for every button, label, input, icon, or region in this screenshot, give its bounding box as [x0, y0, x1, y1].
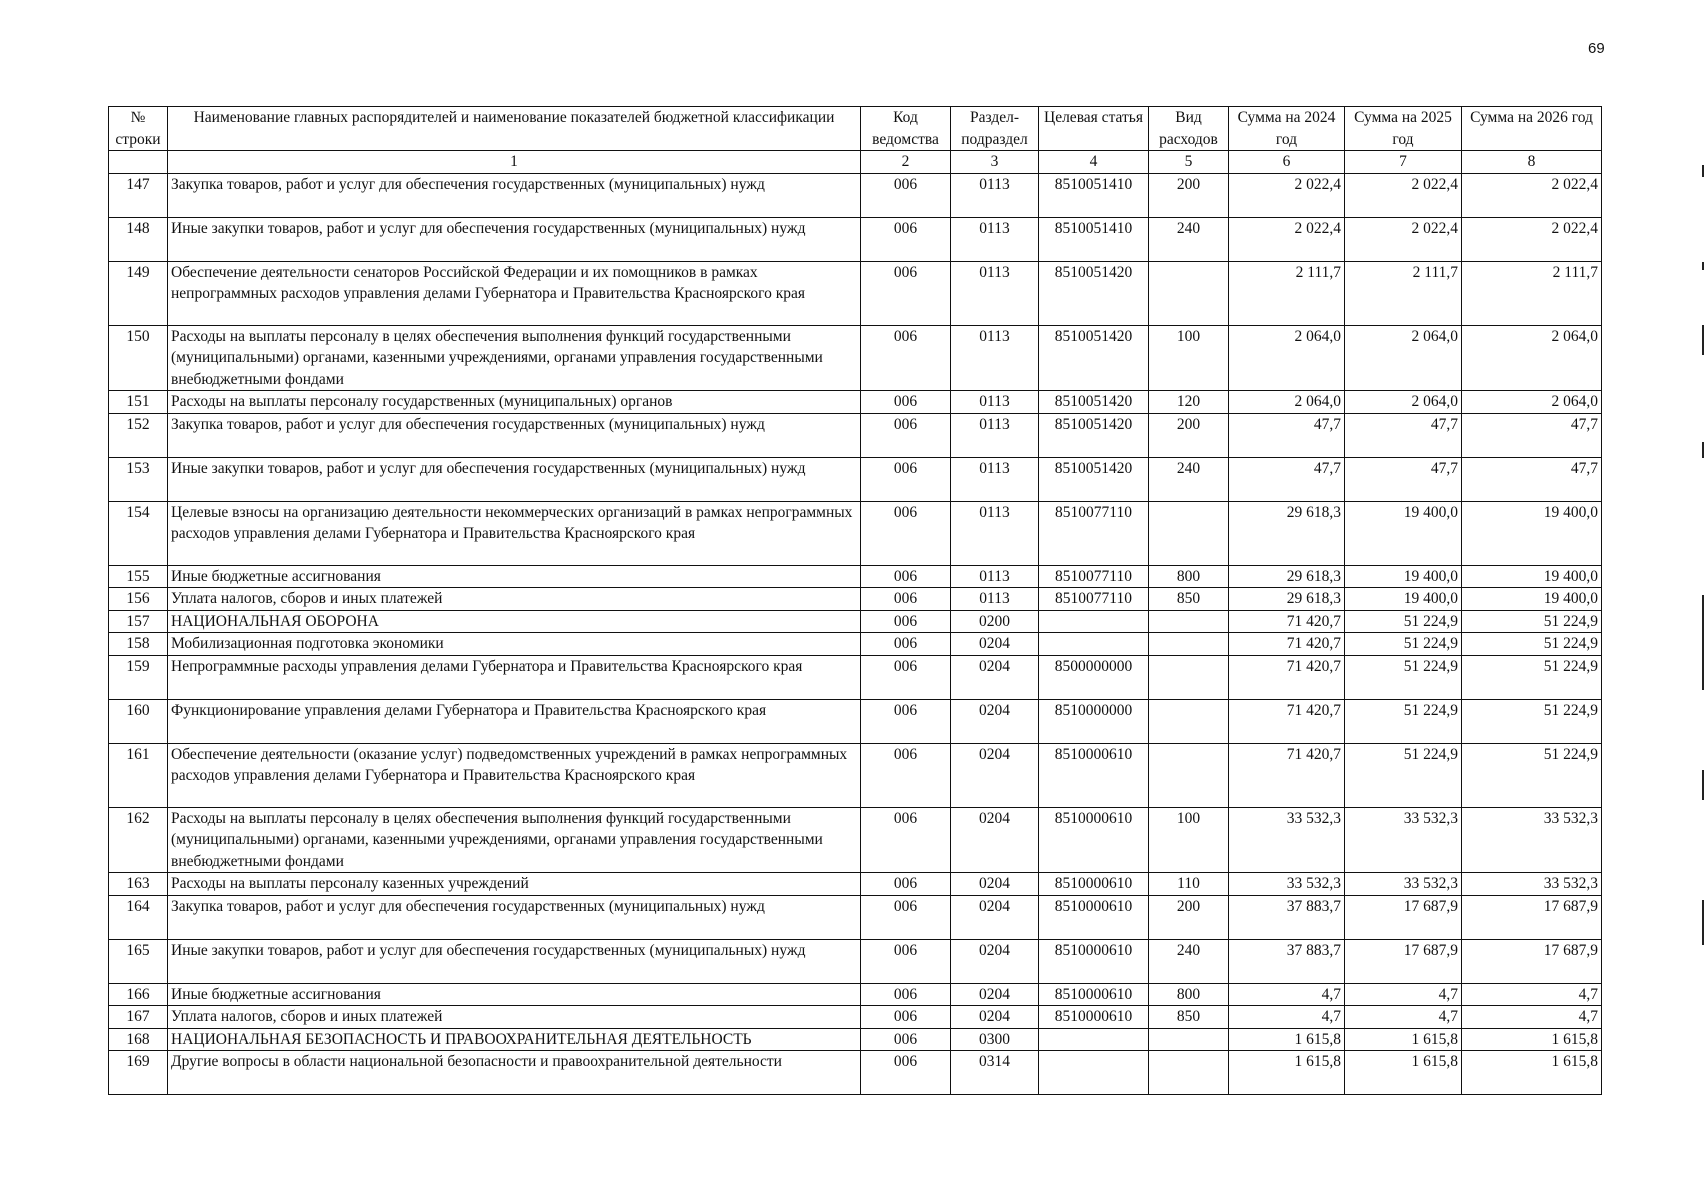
row-dept-code: 006 — [861, 1051, 951, 1095]
table-body — [109, 173, 1602, 1095]
row-section-code: 0204 — [951, 895, 1039, 939]
row-name: Иные закупки товаров, работ и услуг для обеспечения государственных (муниципальных) нужд — [168, 217, 861, 261]
row-target-article: 8510000610 — [1039, 939, 1149, 983]
row-sum-2025: 1 615,8 — [1345, 1051, 1462, 1095]
row-sum-2025: 33 532,3 — [1345, 873, 1462, 896]
table-row — [109, 610, 1602, 633]
row-target-article — [1039, 1028, 1149, 1051]
row-sum-2026: 2 111,7 — [1462, 261, 1602, 325]
row-dept-code: 006 — [861, 633, 951, 656]
row-number: 149 — [109, 261, 168, 325]
row-number: 167 — [109, 1006, 168, 1029]
table-row — [109, 939, 1602, 983]
row-sum-2024: 2 111,7 — [1229, 261, 1345, 325]
row-sum-2025: 51 224,9 — [1345, 633, 1462, 656]
table-row — [109, 1051, 1602, 1095]
row-number: 163 — [109, 873, 168, 896]
row-sum-2025: 4,7 — [1345, 983, 1462, 1006]
row-dept-code: 006 — [861, 699, 951, 743]
row-section-code: 0113 — [951, 217, 1039, 261]
header-name: Наименование главных распорядителей и наименование показателей бюджетной классификации — [168, 107, 861, 151]
row-sum-2026: 51 224,9 — [1462, 610, 1602, 633]
row-sum-2026: 1 615,8 — [1462, 1028, 1602, 1051]
column-index: 3 — [951, 151, 1039, 174]
header-target-article: Целевая статья — [1039, 107, 1149, 151]
row-section-code: 0113 — [951, 413, 1039, 457]
row-sum-2024: 2 064,0 — [1229, 325, 1345, 391]
row-dept-code: 006 — [861, 457, 951, 501]
row-sum-2025: 2 064,0 — [1345, 325, 1462, 391]
header-expense-type: Вид расходов — [1149, 107, 1229, 151]
row-sum-2025: 17 687,9 — [1345, 895, 1462, 939]
table-row — [109, 1006, 1602, 1029]
header-sum-2024: Сумма на 2024 год — [1229, 107, 1345, 151]
row-expense-type: 100 — [1149, 325, 1229, 391]
row-sum-2026: 51 224,9 — [1462, 743, 1602, 807]
row-sum-2025: 19 400,0 — [1345, 588, 1462, 611]
row-section-code: 0204 — [951, 1006, 1039, 1029]
row-name: Закупка товаров, работ и услуг для обеспечения государственных (муниципальных) нужд — [168, 413, 861, 457]
row-sum-2025: 47,7 — [1345, 457, 1462, 501]
row-target-article: 8510000610 — [1039, 1006, 1149, 1029]
row-name: Расходы на выплаты персоналу в целях обеспечения выполнения функций государственными (муниципальными) органами, казенными учреждениями, органами управления государственными внебюджетными фондами — [168, 325, 861, 391]
row-sum-2025: 2 022,4 — [1345, 173, 1462, 217]
row-target-article: 8510000610 — [1039, 743, 1149, 807]
row-number: 156 — [109, 588, 168, 611]
row-sum-2024: 71 420,7 — [1229, 743, 1345, 807]
row-sum-2024: 29 618,3 — [1229, 565, 1345, 588]
table-row — [109, 743, 1602, 807]
row-expense-type: 200 — [1149, 413, 1229, 457]
column-index: 2 — [861, 151, 951, 174]
row-target-article: 8510051420 — [1039, 325, 1149, 391]
column-index: 8 — [1462, 151, 1602, 174]
row-expense-type — [1149, 655, 1229, 699]
row-dept-code: 006 — [861, 413, 951, 457]
row-sum-2026: 2 064,0 — [1462, 325, 1602, 391]
row-target-article: 8510000610 — [1039, 873, 1149, 896]
column-index: 4 — [1039, 151, 1149, 174]
row-number: 152 — [109, 413, 168, 457]
row-section-code: 0204 — [951, 743, 1039, 807]
row-sum-2024: 47,7 — [1229, 457, 1345, 501]
row-name: Иные закупки товаров, работ и услуг для обеспечения государственных (муниципальных) нужд — [168, 939, 861, 983]
row-sum-2024: 1 615,8 — [1229, 1051, 1345, 1095]
column-index: 7 — [1345, 151, 1462, 174]
row-sum-2026: 17 687,9 — [1462, 939, 1602, 983]
row-dept-code: 006 — [861, 939, 951, 983]
table-row — [109, 565, 1602, 588]
row-section-code: 0204 — [951, 699, 1039, 743]
row-sum-2025: 51 224,9 — [1345, 699, 1462, 743]
row-section-code: 0113 — [951, 588, 1039, 611]
row-sum-2024: 1 615,8 — [1229, 1028, 1345, 1051]
row-expense-type: 100 — [1149, 807, 1229, 873]
scan-margin-mark — [1702, 325, 1704, 355]
row-dept-code: 006 — [861, 743, 951, 807]
row-sum-2026: 33 532,3 — [1462, 807, 1602, 873]
row-sum-2024: 4,7 — [1229, 983, 1345, 1006]
row-dept-code: 006 — [861, 610, 951, 633]
row-sum-2025: 47,7 — [1345, 413, 1462, 457]
table-row — [109, 873, 1602, 896]
row-dept-code: 006 — [861, 391, 951, 414]
table-row — [109, 1028, 1602, 1051]
table-row — [109, 391, 1602, 414]
table-row — [109, 807, 1602, 873]
scan-margin-mark — [1702, 262, 1704, 270]
row-sum-2024: 33 532,3 — [1229, 807, 1345, 873]
row-sum-2024: 37 883,7 — [1229, 895, 1345, 939]
row-number: 150 — [109, 325, 168, 391]
scan-margin-mark — [1702, 595, 1704, 690]
row-target-article: 8510051420 — [1039, 413, 1149, 457]
row-dept-code: 006 — [861, 807, 951, 873]
row-sum-2026: 19 400,0 — [1462, 501, 1602, 565]
row-name: Функционирование управления делами Губернатора и Правительства Красноярского края — [168, 699, 861, 743]
row-sum-2026: 19 400,0 — [1462, 565, 1602, 588]
row-name: НАЦИОНАЛЬНАЯ БЕЗОПАСНОСТЬ И ПРАВООХРАНИТЕЛЬНАЯ ДЕЯТЕЛЬНОСТЬ — [168, 1028, 861, 1051]
row-expense-type: 800 — [1149, 565, 1229, 588]
row-expense-type: 800 — [1149, 983, 1229, 1006]
row-target-article: 8510000610 — [1039, 983, 1149, 1006]
row-sum-2024: 71 420,7 — [1229, 699, 1345, 743]
row-target-article: 8510077110 — [1039, 565, 1149, 588]
row-expense-type — [1149, 1028, 1229, 1051]
row-target-article: 8510051410 — [1039, 173, 1149, 217]
row-sum-2024: 71 420,7 — [1229, 633, 1345, 656]
row-expense-type: 200 — [1149, 173, 1229, 217]
row-sum-2026: 51 224,9 — [1462, 633, 1602, 656]
row-sum-2025: 19 400,0 — [1345, 501, 1462, 565]
row-name: Целевые взносы на организацию деятельности некоммерческих организаций в рамках непрограммных расходов управления делами Губернатора и Правительства Красноярского края — [168, 501, 861, 565]
row-target-article: 8510077110 — [1039, 501, 1149, 565]
row-section-code: 0204 — [951, 633, 1039, 656]
row-target-article: 8510051420 — [1039, 391, 1149, 414]
row-section-code: 0113 — [951, 457, 1039, 501]
row-name: Расходы на выплаты персоналу казенных учреждений — [168, 873, 861, 896]
row-number: 169 — [109, 1051, 168, 1095]
row-expense-type: 850 — [1149, 1006, 1229, 1029]
row-sum-2024: 29 618,3 — [1229, 501, 1345, 565]
table-row — [109, 983, 1602, 1006]
row-name: Закупка товаров, работ и услуг для обеспечения государственных (муниципальных) нужд — [168, 173, 861, 217]
row-dept-code: 006 — [861, 261, 951, 325]
scan-margin-mark — [1702, 900, 1704, 945]
row-expense-type — [1149, 699, 1229, 743]
row-dept-code: 006 — [861, 655, 951, 699]
table-row — [109, 655, 1602, 699]
row-target-article — [1039, 633, 1149, 656]
row-dept-code: 006 — [861, 501, 951, 565]
row-number: 148 — [109, 217, 168, 261]
row-section-code: 0204 — [951, 939, 1039, 983]
row-target-article — [1039, 610, 1149, 633]
table-row — [109, 173, 1602, 217]
row-number: 153 — [109, 457, 168, 501]
row-number: 151 — [109, 391, 168, 414]
row-sum-2024: 71 420,7 — [1229, 655, 1345, 699]
row-sum-2026: 47,7 — [1462, 457, 1602, 501]
row-sum-2026: 2 064,0 — [1462, 391, 1602, 414]
row-sum-2025: 51 224,9 — [1345, 743, 1462, 807]
header-section: Раздел-подраздел — [951, 107, 1039, 151]
table-row — [109, 588, 1602, 611]
row-expense-type — [1149, 610, 1229, 633]
column-index: 5 — [1149, 151, 1229, 174]
scan-margin-mark — [1702, 770, 1704, 800]
budget-table — [108, 106, 1602, 1095]
row-number: 158 — [109, 633, 168, 656]
row-sum-2024: 71 420,7 — [1229, 610, 1345, 633]
row-section-code: 0200 — [951, 610, 1039, 633]
header-row — [109, 107, 1602, 151]
header-sum-2025: Сумма на 2025 год — [1345, 107, 1462, 151]
row-number: 168 — [109, 1028, 168, 1051]
row-sum-2026: 19 400,0 — [1462, 588, 1602, 611]
row-expense-type: 850 — [1149, 588, 1229, 611]
row-name: Другие вопросы в области национальной безопасности и правоохранительной деятельности — [168, 1051, 861, 1095]
header-sum-2026: Сумма на 2026 год — [1462, 107, 1602, 151]
row-sum-2026: 2 022,4 — [1462, 217, 1602, 261]
row-sum-2024: 37 883,7 — [1229, 939, 1345, 983]
row-sum-2026: 4,7 — [1462, 1006, 1602, 1029]
row-target-article — [1039, 1051, 1149, 1095]
row-target-article: 8510000000 — [1039, 699, 1149, 743]
row-expense-type: 200 — [1149, 895, 1229, 939]
column-index-row — [109, 151, 1602, 174]
row-name: Иные закупки товаров, работ и услуг для обеспечения государственных (муниципальных) нужд — [168, 457, 861, 501]
row-name: Уплата налогов, сборов и иных платежей — [168, 588, 861, 611]
row-sum-2026: 47,7 — [1462, 413, 1602, 457]
row-name: Иные бюджетные ассигнования — [168, 983, 861, 1006]
row-sum-2025: 33 532,3 — [1345, 807, 1462, 873]
row-sum-2026: 33 532,3 — [1462, 873, 1602, 896]
column-index: 6 — [1229, 151, 1345, 174]
row-dept-code: 006 — [861, 895, 951, 939]
row-sum-2025: 1 615,8 — [1345, 1028, 1462, 1051]
header-row-no: № строки — [109, 107, 168, 151]
row-sum-2024: 2 064,0 — [1229, 391, 1345, 414]
row-expense-type: 120 — [1149, 391, 1229, 414]
row-target-article: 8510000610 — [1039, 807, 1149, 873]
row-sum-2026: 2 022,4 — [1462, 173, 1602, 217]
row-expense-type: 240 — [1149, 939, 1229, 983]
row-target-article: 8500000000 — [1039, 655, 1149, 699]
table-row — [109, 699, 1602, 743]
row-sum-2025: 2 064,0 — [1345, 391, 1462, 414]
scan-margin-mark — [1702, 442, 1704, 458]
row-sum-2025: 4,7 — [1345, 1006, 1462, 1029]
row-name: Обеспечение деятельности сенаторов Российской Федерации и их помощников в рамках непрограммных расходов управления делами Губернатора и Правительства Красноярского края — [168, 261, 861, 325]
row-dept-code: 006 — [861, 217, 951, 261]
row-number: 162 — [109, 807, 168, 873]
row-section-code: 0113 — [951, 325, 1039, 391]
row-section-code: 0113 — [951, 261, 1039, 325]
row-sum-2024: 4,7 — [1229, 1006, 1345, 1029]
row-name: Расходы на выплаты персоналу государственных (муниципальных) органов — [168, 391, 861, 414]
row-number: 166 — [109, 983, 168, 1006]
row-sum-2024: 29 618,3 — [1229, 588, 1345, 611]
row-expense-type — [1149, 501, 1229, 565]
row-expense-type: 240 — [1149, 217, 1229, 261]
row-sum-2026: 17 687,9 — [1462, 895, 1602, 939]
row-section-code: 0113 — [951, 501, 1039, 565]
table-row — [109, 325, 1602, 391]
row-name: НАЦИОНАЛЬНАЯ ОБОРОНА — [168, 610, 861, 633]
row-sum-2024: 47,7 — [1229, 413, 1345, 457]
row-sum-2025: 2 111,7 — [1345, 261, 1462, 325]
row-number: 157 — [109, 610, 168, 633]
row-section-code: 0204 — [951, 983, 1039, 1006]
row-number: 155 — [109, 565, 168, 588]
row-section-code: 0113 — [951, 391, 1039, 414]
table-row — [109, 895, 1602, 939]
table-row — [109, 217, 1602, 261]
column-index: 1 — [168, 151, 861, 174]
row-sum-2025: 2 022,4 — [1345, 217, 1462, 261]
scan-margin-mark — [1702, 165, 1704, 177]
row-sum-2025: 51 224,9 — [1345, 655, 1462, 699]
table-row — [109, 413, 1602, 457]
row-number: 165 — [109, 939, 168, 983]
row-dept-code: 006 — [861, 173, 951, 217]
page-number: 69 — [1588, 40, 1605, 57]
row-expense-type: 240 — [1149, 457, 1229, 501]
row-sum-2026: 1 615,8 — [1462, 1051, 1602, 1095]
row-name: Непрограммные расходы управления делами Губернатора и Правительства Красноярского края — [168, 655, 861, 699]
column-index — [109, 151, 168, 174]
row-dept-code: 006 — [861, 588, 951, 611]
row-number: 164 — [109, 895, 168, 939]
row-sum-2026: 51 224,9 — [1462, 655, 1602, 699]
row-section-code: 0204 — [951, 873, 1039, 896]
row-section-code: 0204 — [951, 807, 1039, 873]
table-row — [109, 261, 1602, 325]
row-expense-type: 110 — [1149, 873, 1229, 896]
row-name: Иные бюджетные ассигнования — [168, 565, 861, 588]
table-row — [109, 501, 1602, 565]
row-sum-2025: 19 400,0 — [1345, 565, 1462, 588]
row-expense-type — [1149, 743, 1229, 807]
row-name: Расходы на выплаты персоналу в целях обеспечения выполнения функций государственными (муниципальными) органами, казенными учреждениями, органами управления государственными внебюджетными фондами — [168, 807, 861, 873]
table-row — [109, 457, 1602, 501]
table-header — [109, 107, 1602, 174]
row-number: 159 — [109, 655, 168, 699]
row-number: 154 — [109, 501, 168, 565]
row-sum-2026: 51 224,9 — [1462, 699, 1602, 743]
row-dept-code: 006 — [861, 983, 951, 1006]
row-target-article: 8510000610 — [1039, 895, 1149, 939]
row-name: Уплата налогов, сборов и иных платежей — [168, 1006, 861, 1029]
row-sum-2025: 51 224,9 — [1345, 610, 1462, 633]
row-section-code: 0314 — [951, 1051, 1039, 1095]
row-target-article: 8510051410 — [1039, 217, 1149, 261]
row-section-code: 0113 — [951, 565, 1039, 588]
row-expense-type — [1149, 1051, 1229, 1095]
row-name: Закупка товаров, работ и услуг для обеспечения государственных (муниципальных) нужд — [168, 895, 861, 939]
row-dept-code: 006 — [861, 873, 951, 896]
row-sum-2024: 33 532,3 — [1229, 873, 1345, 896]
row-dept-code: 006 — [861, 325, 951, 391]
header-dept-code: Код ведомства — [861, 107, 951, 151]
row-expense-type — [1149, 633, 1229, 656]
row-expense-type — [1149, 261, 1229, 325]
row-sum-2024: 2 022,4 — [1229, 217, 1345, 261]
row-target-article: 8510051420 — [1039, 457, 1149, 501]
table-row — [109, 633, 1602, 656]
row-sum-2026: 4,7 — [1462, 983, 1602, 1006]
row-number: 160 — [109, 699, 168, 743]
row-target-article: 8510077110 — [1039, 588, 1149, 611]
row-sum-2024: 2 022,4 — [1229, 173, 1345, 217]
row-dept-code: 006 — [861, 1006, 951, 1029]
row-sum-2025: 17 687,9 — [1345, 939, 1462, 983]
row-section-code: 0300 — [951, 1028, 1039, 1051]
row-name: Обеспечение деятельности (оказание услуг) подведомственных учреждений в рамках непрограммных расходов управления делами Губернатора и Правительства Красноярского края — [168, 743, 861, 807]
row-section-code: 0204 — [951, 655, 1039, 699]
row-name: Мобилизационная подготовка экономики — [168, 633, 861, 656]
row-dept-code: 006 — [861, 1028, 951, 1051]
row-dept-code: 006 — [861, 565, 951, 588]
row-target-article: 8510051420 — [1039, 261, 1149, 325]
row-number: 161 — [109, 743, 168, 807]
row-section-code: 0113 — [951, 173, 1039, 217]
row-number: 147 — [109, 173, 168, 217]
